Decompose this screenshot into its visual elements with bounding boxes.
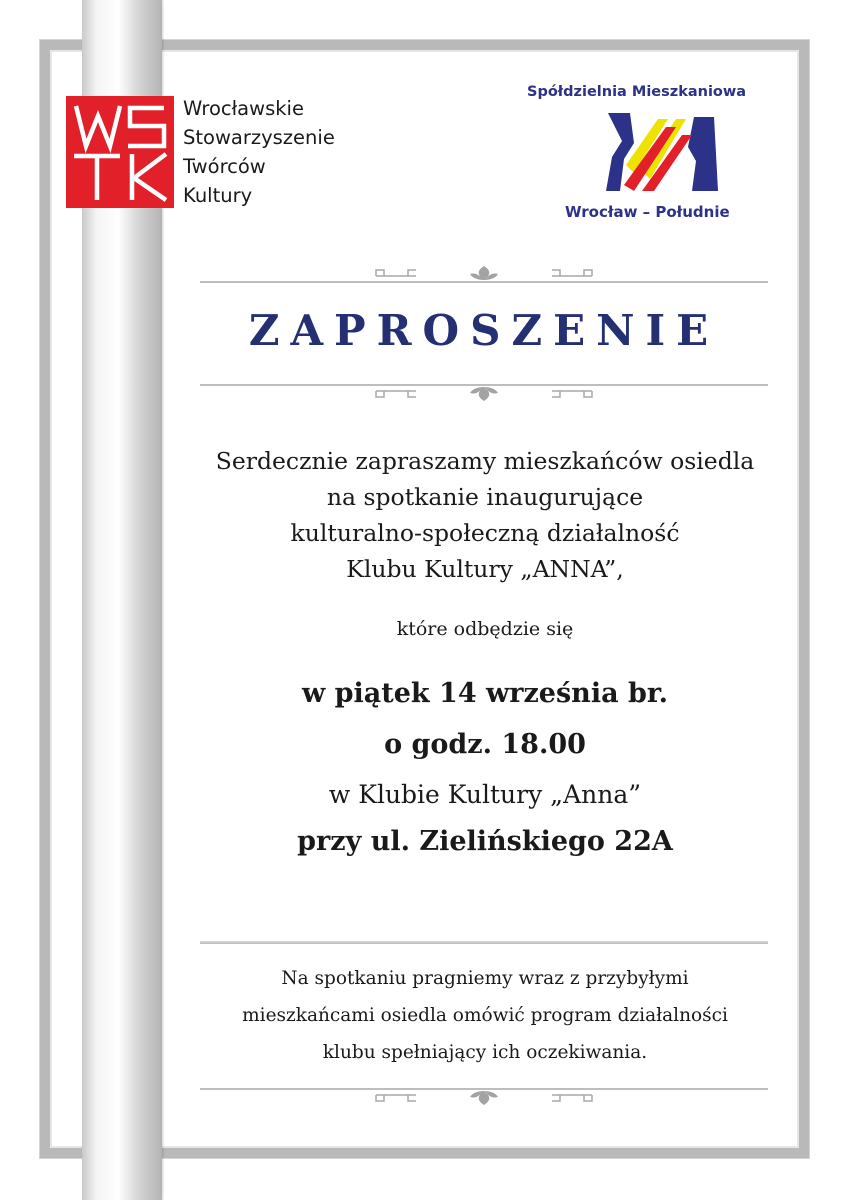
intro-line: Klubu Kultury „ANNA”, [346, 555, 624, 583]
when-intro: które odbędzie się [396, 618, 574, 640]
divider-line [200, 941, 768, 944]
wstk-logo-icon [66, 96, 174, 208]
spoldzielnia-logo-bottom-text: Wrocław – Południe [565, 203, 730, 221]
ornament-divider-bottom [200, 381, 768, 403]
ornament-divider-top [200, 264, 768, 286]
event-date: w piątek 14 września br. [302, 678, 668, 709]
ornament-divider-footer [200, 1085, 768, 1107]
event-hour: o godz. 18.00 [384, 729, 586, 760]
intro-text [190, 443, 780, 587]
page-title: ZAPROSZENIE [248, 306, 720, 355]
spoldzielnia-logo-icon [606, 113, 726, 193]
event-place: w Klubie Kultury „Anna” [328, 780, 642, 809]
wstk-logo-text [183, 94, 335, 210]
intro-line: Serdecznie zapraszamy mieszkańców osiedla [215, 447, 755, 475]
wstk-line: Twórców [183, 155, 266, 178]
intro-line: kulturalno-społeczną działalność [290, 519, 680, 547]
note-line: mieszkańcami osiedla omówić program działalności [242, 1005, 728, 1026]
spoldzielnia-logo-top-text: Spółdzielnia Mieszkaniowa [527, 84, 747, 100]
note-text [190, 960, 780, 1071]
wstk-line: Wrocławskie [183, 97, 304, 120]
event-street: przy ul. Zielińskiego 22A [297, 826, 673, 857]
wstk-line: Kultury [183, 184, 253, 207]
intro-line: na spotkanie inaugurujące [326, 483, 644, 511]
note-line: klubu spełniający ich oczekiwania. [322, 1042, 648, 1063]
wstk-line: Stowarzyszenie [183, 126, 335, 149]
note-line: Na spotkaniu pragniemy wraz z przybyłymi [281, 968, 689, 989]
